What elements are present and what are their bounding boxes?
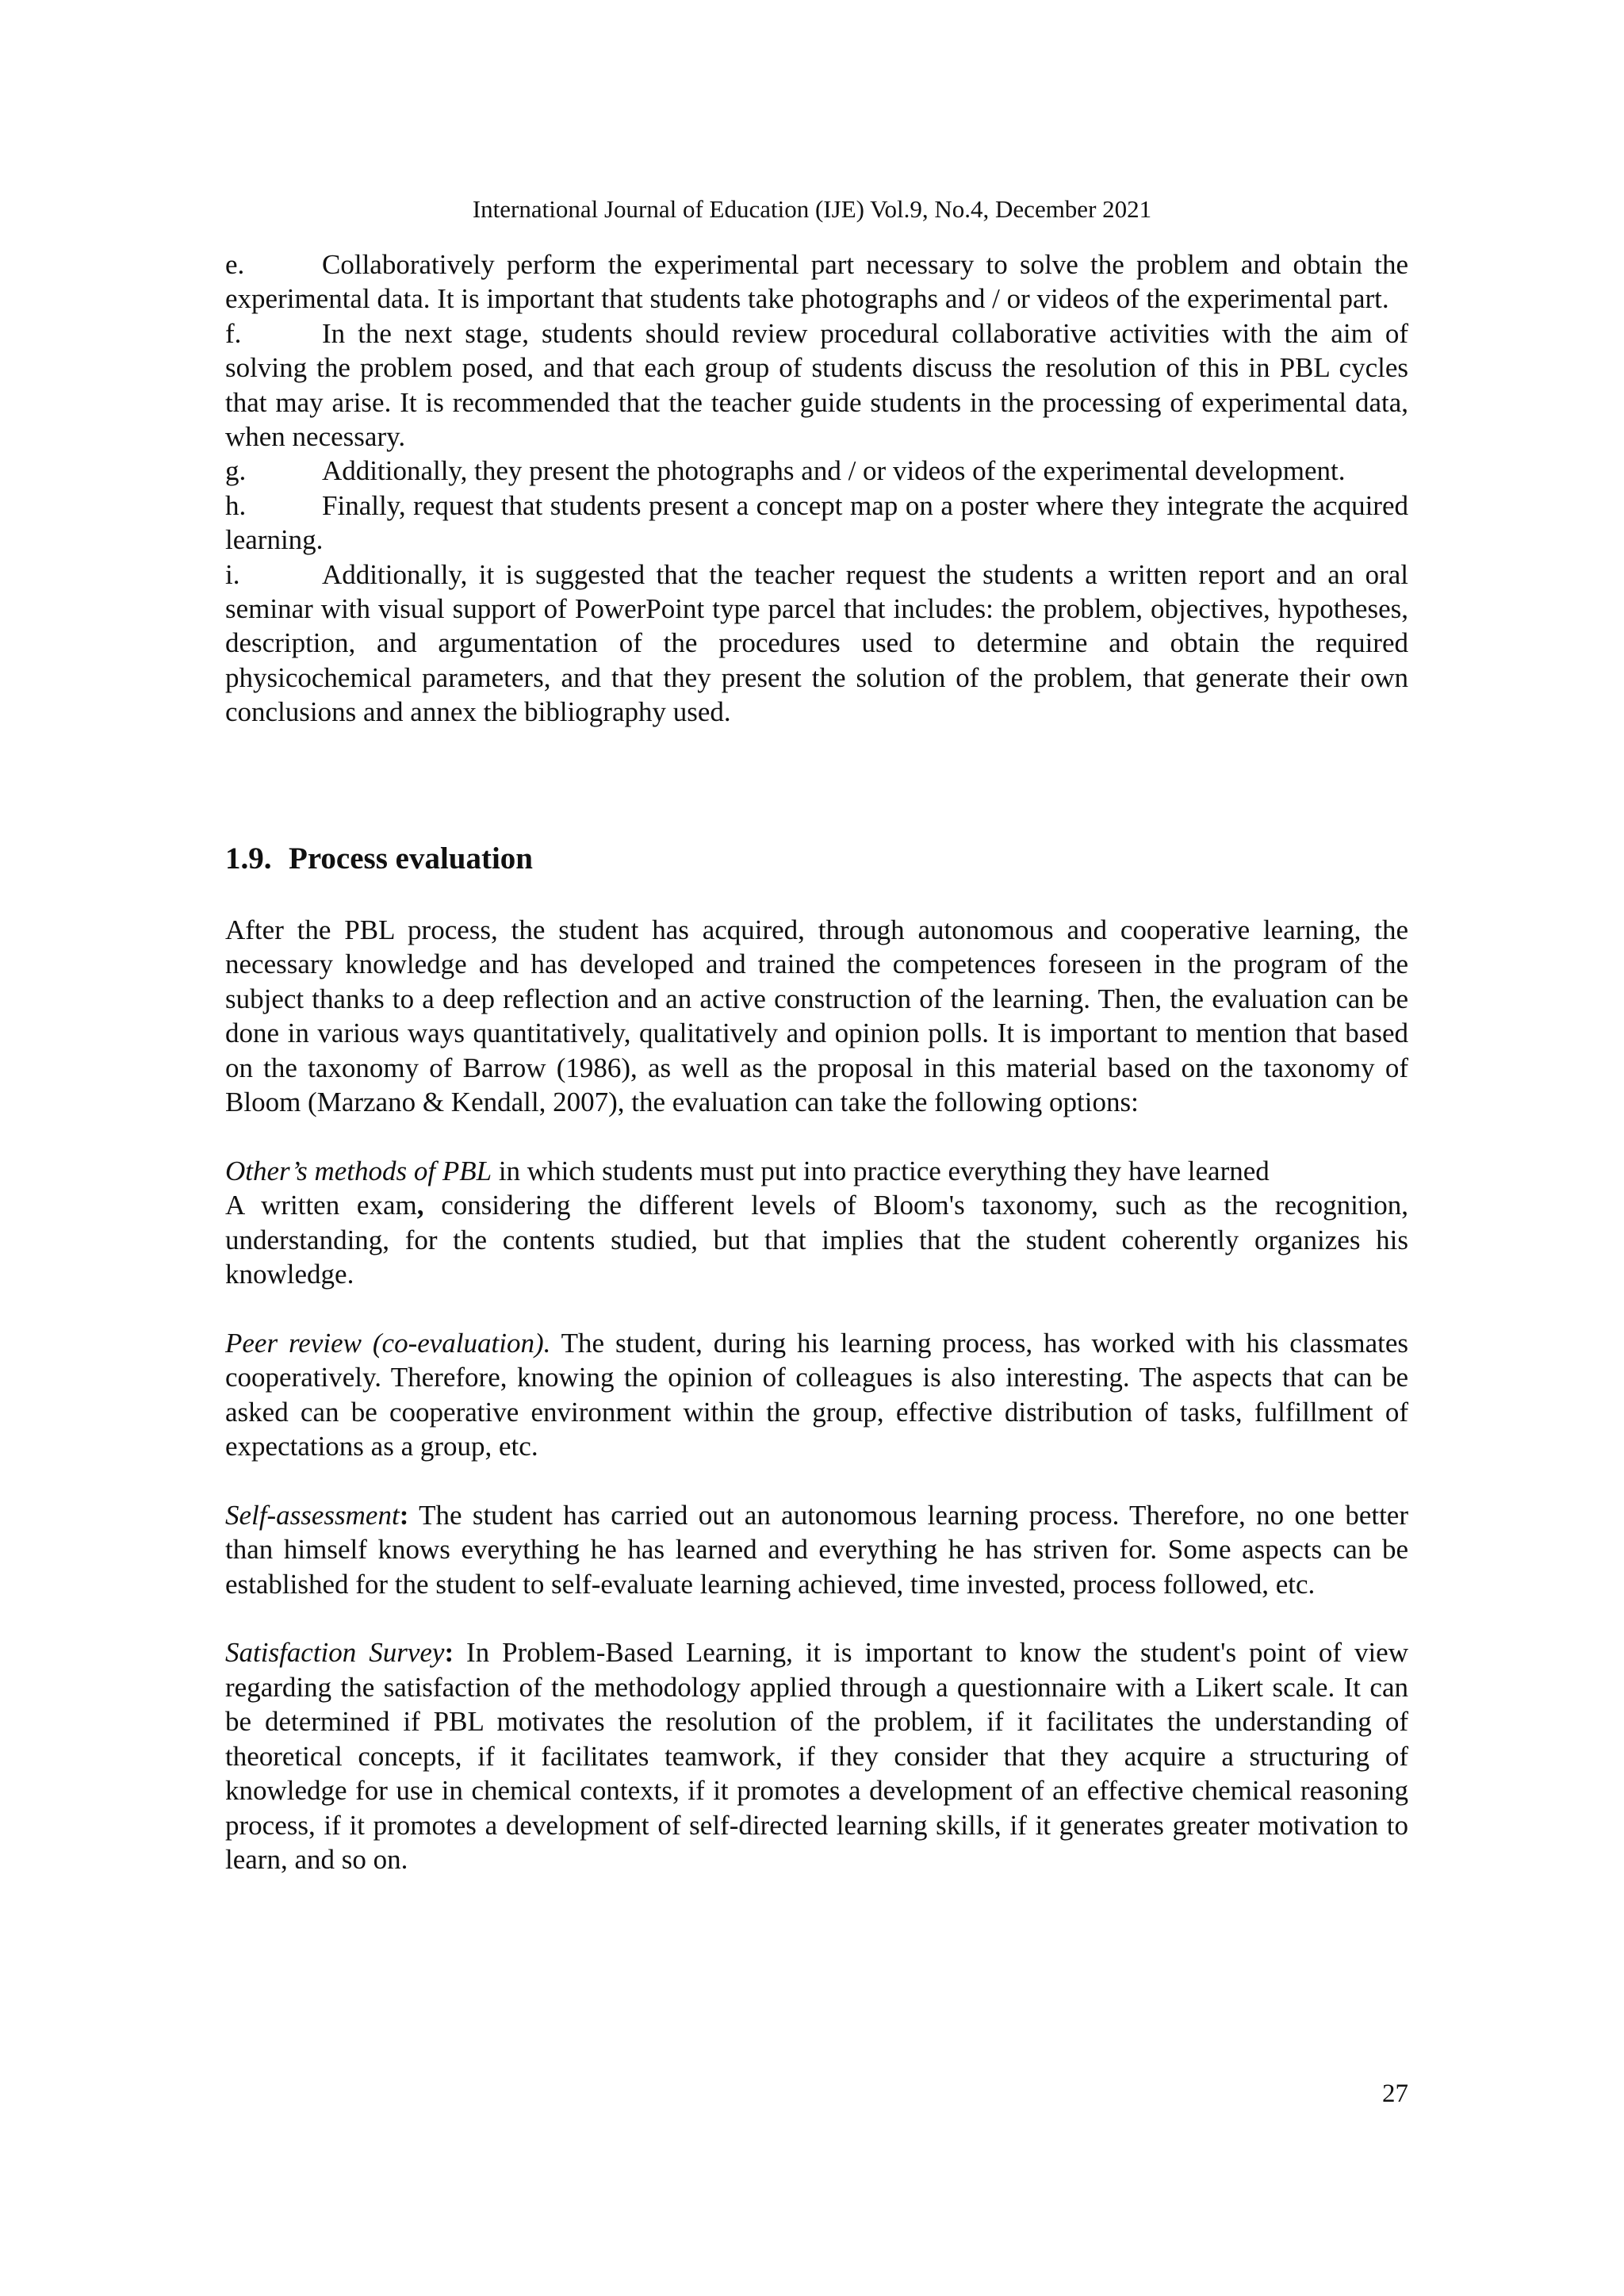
running-header: International Journal of Education (IJE) Vol.9, No.4, December 2021 [472,195,1152,223]
list-item [225,454,1408,488]
list-item [225,489,1408,558]
list-item-text: Collaboratively perform the experimental part necessary to solve the problem and obtain the experimental data. It is important that students take photographs and / or videos of the experimental part. [225,249,1408,315]
satisfaction-survey-paragraph [225,1635,1408,1876]
procedure-steps-list [225,247,1408,730]
satisfaction-survey-text: In Problem-Based Learning, it is important to know the student's point of view regarding the satisfaction of the methodology applied through a questionnaire with a Likert scale. It can be determined if PBL motivates the resolution of the problem, if it facilitates the understanding of theoretical concepts, if it facilitates teamwork, if they consider that they acquire a structuring of knowledge for use in chemical contexts, if it promotes a development of an effective chemical reasoning process, if it promotes a development of self-directed learning skills, if it generates greater motivation to learn, and so on. [225,1637,1408,1875]
peer-review-paragraph [225,1326,1408,1464]
list-marker: g. [225,455,247,487]
written-exam-paragraph [225,1188,1408,1291]
section-heading [225,839,533,879]
list-marker: f. [225,317,242,349]
self-assessment-text: The student has carried out an autonomous learning process. Therefore, no one better than himself knows everything he has learned and everything he has striven for. Some aspects can be established for the student to self-evaluate learning achieved, time invested, process followed, etc. [225,1499,1408,1600]
other-methods-text: in which students must put into practice everything they have learned [492,1155,1270,1186]
intro-paragraph: After the PBL process, the student has acquired, through autonomous and cooperative learning, the necessary knowledge and has developed and trained the competences foreseen in the program of the subject thanks to a deep reflection and an active construction of the learning. Then, the evaluation can be done in various ways quantitatively, qualitatively and opinion polls. It is important to mention that based on the taxonomy of Barrow (1986), as well as the proposal in this material based on the taxonomy of Bloom (Marzano & Kendall, 2007), the evaluation can take the following options: [225,914,1408,1118]
list-marker: h. [225,489,247,521]
list-item-text: Additionally, they present the photographs and / or videos of the experimental development. [322,455,1346,487]
list-marker: e. [225,249,245,280]
section-title: Process evaluation [289,841,534,876]
written-exam-lead: A written exam [225,1190,417,1221]
list-item [225,316,1408,454]
written-exam-text: considering the different levels of Bloom's taxonomy, such as the recognition, understanding, for the contents studied, but that implies that the student coherently organizes his knowledge. [225,1190,1408,1290]
satisfaction-survey-label: Satisfaction Survey [225,1637,445,1669]
section-body [225,913,1408,1876]
satisfaction-survey-colon: : [444,1637,454,1669]
section-number: 1.9. [225,841,272,876]
page-number: 27 [1382,2079,1408,2108]
list-item-text: Finally, request that students present a concept map on a poster where they integrate the acquired learning. [225,489,1408,556]
list-item [225,558,1408,730]
peer-review-text: The student, during his learning process, has worked with his classmates cooperatively. Therefore, knowing the opinion of colleagues is also interesting. The aspects that can be asked can be cooperative environment within the group, effective distribution of tasks, fulfillment of expectations as a group, etc. [225,1327,1408,1462]
other-methods-paragraph [225,1154,1408,1188]
written-exam-comma: , [416,1190,424,1221]
peer-review-label: Peer review (co-evaluation). [225,1327,551,1359]
list-marker: i. [225,558,240,590]
self-assessment-colon: : [399,1499,409,1531]
list-item-text: In the next stage, students should review procedural collaborative activities with the aim of solving the problem posed, and that each group of students discuss the resolution of this in PBL cycles that may arise. It is recommended that the teacher guide students in the processing of experimental data, when necessary. [225,317,1408,453]
self-assessment-label: Self-assessment [225,1499,400,1531]
self-assessment-paragraph [225,1498,1408,1601]
list-item-text: Additionally, it is suggested that the teacher request the students a written report and an oral seminar with visual support of PowerPoint type parcel that includes: the problem, objectives, hypotheses, description, and argumentation of the procedures used to determine and obtain the required physicochemical parameters, and that they present the solution of the problem, that generate their own conclusions and annex the bibliography used. [225,558,1408,728]
other-methods-label: Other’s methods of PBL [225,1155,492,1186]
list-item [225,247,1408,316]
